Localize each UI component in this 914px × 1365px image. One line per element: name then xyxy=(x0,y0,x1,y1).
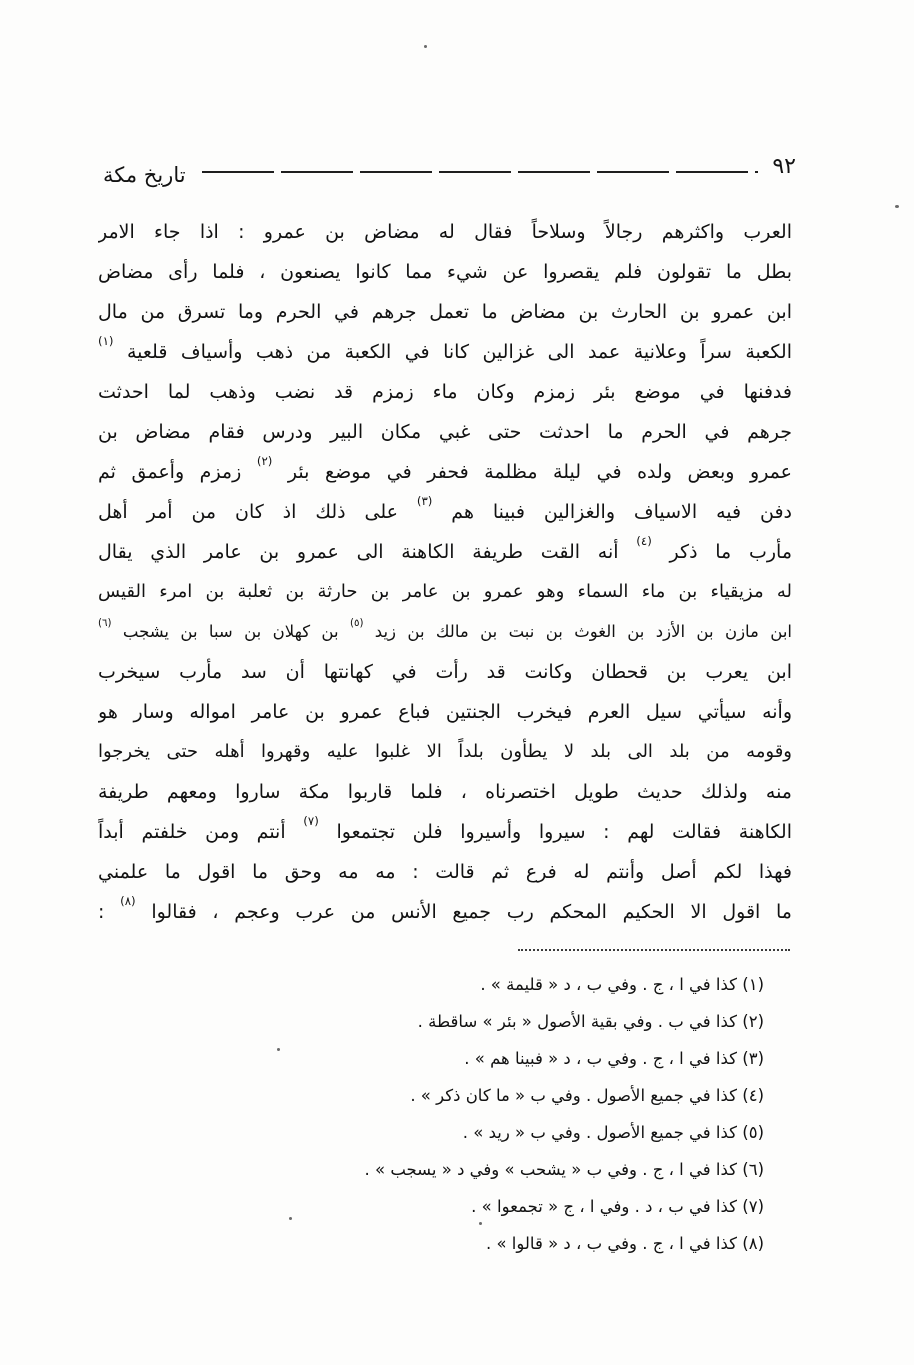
body-text xyxy=(98,212,792,932)
text-line: فدفنها في موضع بئر زمزم وكان ماء زمزم قد نضب وذهب لما احدثت xyxy=(98,381,792,403)
header-rule xyxy=(202,171,759,173)
footnote: (٥) كذا في جميع الأصول . وفي ب « ريد » . xyxy=(462,1123,764,1142)
scan-speck xyxy=(277,1048,280,1051)
text-line: فهذا لكم أصل وأنتم له فرع ثم قالت : مه مه وحق ما اقول ما علمني xyxy=(98,861,792,883)
text-line: منه ولذلك حديث طويل اختصرناه ، فلما قاربوا مكة ساروا ومعهم طريفة xyxy=(98,781,792,803)
footnote: (٤) كذا في جميع الأصول . وفي ب « ما كان ذكر » . xyxy=(410,1086,764,1105)
text-line: ابن يعرب بن قحطان وكانت قد رأت في كهانتها أن سد مأرب سيخرب xyxy=(98,661,792,683)
book-title: تاريخ مكة xyxy=(103,163,186,187)
footnote: (١) كذا في ا ، ج . وفي ب ، د « قليمة » . xyxy=(480,975,764,994)
text-line: دفن فيه الاسياف والغزالين فبينا هم $^{(٣)}$ على ذلك اذ كان من أمر أهل xyxy=(98,494,792,523)
text-line: له مزيقياء بن ماء السماء وهو عمرو بن عامر بن حارثة بن ثعلبة بن امرء القيس xyxy=(98,581,792,602)
footnote-separator xyxy=(518,949,790,951)
text-line: وأنه سيأتي سيل العرم فيخرب الجنتين فباع عمرو بن عامر امواله وسار هو xyxy=(98,701,792,723)
text-line: مأرب ما ذكر $^{(٤)}$ أنه القت طريفة الكاهنة الى عمرو بن عامر الذي يقال xyxy=(98,534,792,563)
page-header xyxy=(103,146,796,192)
text-line: ابن عمرو بن الحارث بن مضاض ما تعمل جرهم في الحرم وما تسرق من مال xyxy=(98,301,792,323)
text-line: عمرو وبعض ولده في ليلة مظلمة فحفر في موضع بئر $^{(٢)}$ زمزم وأعمق ثم xyxy=(98,454,792,483)
footnote: (٣) كذا في ا ، ج . وفي ب ، د « فبينا هم » . xyxy=(464,1049,764,1068)
footnote: (٨) كذا في ا ، ج . وفي ب ، د « قالوا » . xyxy=(485,1234,764,1253)
footnote: (٦) كذا في ا ، ج . وفي ب « يشحب » وفي د « يسجب » . xyxy=(364,1160,764,1179)
footnotes xyxy=(224,966,764,1262)
text-line: الكعبة سراً وعلانية عمد الى غزالين كانا في الكعبة من ذهب وأسياف قلعية $^{(١)}$ xyxy=(98,334,792,363)
text-line: العرب واكثرهم رجالاً وسلاحاً فقال له مضاض بن عمرو : اذا جاء الامر xyxy=(98,221,792,243)
footnote: (٢) كذا في ب . وفي بقية الأصول « بئر » ساقطة . xyxy=(417,1012,764,1031)
page-number: ٩٢ xyxy=(772,153,796,179)
text-line: وقومه من بلد الى بلد لا يطأون بلداً الا غلبوا عليه وقهروا أهله حتى يخرجوا xyxy=(98,741,792,762)
text-line: بطل ما تقولون فلم يقصروا عن شيء مما كانوا يصنعون ، فلما رأى مضاض xyxy=(98,261,792,283)
text-line: ابن مازن بن الأزد بن الغوث بن نبت بن مالك بن زيد $^{(٥)}$ بن كهلان بن سبا بن يشجب $^{(٦)}$ xyxy=(98,617,792,641)
scan-speck xyxy=(479,1222,482,1225)
scan-speck xyxy=(289,1217,292,1220)
text-line: جرهم في الحرم ما احدثت حتى غبي مكان البير ودرس فقام مضاض بن xyxy=(98,421,792,443)
scan-speck xyxy=(895,205,899,208)
text-line: ما اقول الا الحكيم المحكم رب جميع الأنس من عرب وعجم ، فقالوا $^{(٨)}$ : xyxy=(98,894,792,923)
scan-speck xyxy=(424,45,427,48)
footnote: (٧) كذا في ب ، د . وفي ا ، ج « تجمعوا » . xyxy=(471,1197,764,1216)
text-line: الكاهنة فقالت لهم : سيروا وأسيروا فلن تجتمعوا $^{(٧)}$ أنتم ومن خلفتم أبداً xyxy=(98,814,792,843)
